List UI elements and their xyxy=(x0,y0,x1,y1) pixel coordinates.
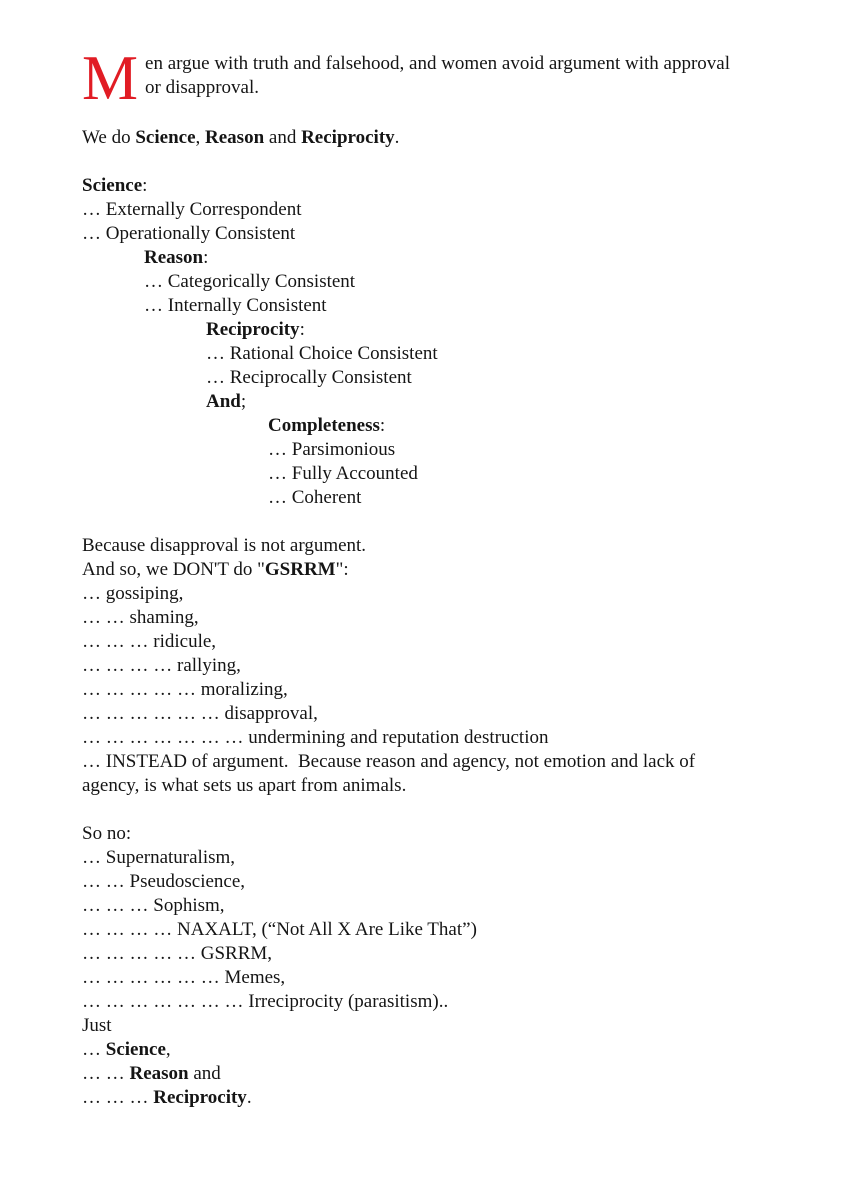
text-block xyxy=(268,486,802,510)
text-block xyxy=(82,630,802,654)
text-block xyxy=(82,43,802,113)
emphasis-text: Reciprocity xyxy=(206,319,300,340)
body-text: … … … Sophism, xyxy=(82,895,225,916)
text-block xyxy=(82,222,802,246)
body-text: : xyxy=(203,247,209,268)
body-text: … … … … … … Memes, xyxy=(82,967,286,988)
document-body xyxy=(82,43,802,1110)
blank-line xyxy=(82,510,802,534)
emphasis-text: Completeness xyxy=(268,415,380,436)
text-block xyxy=(82,870,802,894)
text-block xyxy=(144,246,802,270)
body-text: ; xyxy=(240,391,247,412)
body-text: … Supernaturalism, xyxy=(82,847,236,868)
text-block xyxy=(82,942,802,966)
body-text: … Internally Consistent xyxy=(144,295,327,316)
text-block xyxy=(82,702,802,726)
body-text: … … … ridicule, xyxy=(82,631,217,652)
text-block xyxy=(206,366,802,390)
body-text: … Fully Accounted xyxy=(268,463,418,484)
text-block xyxy=(82,1014,802,1038)
body-text: … Externally Correspondent xyxy=(82,199,302,220)
body-text: … … … … … … … undermining and reputation destruction xyxy=(82,727,549,748)
body-text: . xyxy=(246,1087,252,1108)
body-text: … … … … … GSRRM, xyxy=(82,943,273,964)
text-block xyxy=(82,1038,802,1062)
text-block xyxy=(206,342,802,366)
body-text: … Rational Choice Consistent xyxy=(206,343,438,364)
body-text: … … Pseudoscience, xyxy=(82,871,246,892)
body-text: … … … xyxy=(82,1087,154,1108)
text-block xyxy=(82,1062,802,1086)
text-block xyxy=(268,462,802,486)
blank-line xyxy=(82,798,802,822)
text-block xyxy=(206,318,802,342)
emphasis-text: Science xyxy=(82,175,143,196)
text-block xyxy=(82,846,802,870)
body-text: … gossiping, xyxy=(82,583,184,604)
text-block xyxy=(82,918,802,942)
body-text: : xyxy=(142,175,148,196)
body-text: en argue with truth and falsehood, and women avoid argument with approval xyxy=(145,53,731,74)
emphasis-text: Reason xyxy=(129,1063,189,1084)
text-block xyxy=(82,822,802,846)
body-text: … … … … … … disapproval, xyxy=(82,703,318,724)
text-block xyxy=(82,582,802,606)
text-block xyxy=(82,198,802,222)
body-text: … Coherent xyxy=(268,487,362,508)
text-block xyxy=(268,438,802,462)
text-block xyxy=(82,1086,802,1110)
body-text: : xyxy=(299,319,305,340)
body-text: … … … … rallying, xyxy=(82,655,241,676)
body-text: Because disapproval is not argument. xyxy=(82,535,367,556)
emphasis-text: Science xyxy=(135,127,196,148)
body-text: agency, is what sets us apart from animals. xyxy=(82,775,407,796)
body-text: … Parsimonious xyxy=(268,439,396,460)
emphasis-text: Reason xyxy=(205,127,265,148)
text-block xyxy=(82,678,802,702)
body-text: or disapproval. xyxy=(145,77,260,98)
body-text: ": xyxy=(335,559,349,580)
text-block xyxy=(82,990,802,1014)
text-block xyxy=(82,750,802,798)
body-text: Just xyxy=(82,1015,112,1036)
body-text: , xyxy=(195,127,206,148)
dropcap-letter: M xyxy=(82,43,139,113)
text-block xyxy=(144,294,802,318)
text-block xyxy=(82,966,802,990)
body-text: … Operationally Consistent xyxy=(82,223,296,244)
text-block xyxy=(82,534,802,558)
body-text: … … xyxy=(82,1063,130,1084)
body-text: … … … … NAXALT, (“Not All X Are Like That”) xyxy=(82,919,477,940)
blank-line xyxy=(82,150,802,174)
text-block xyxy=(82,126,802,150)
body-text: So no: xyxy=(82,823,132,844)
body-text: … … … … … moralizing, xyxy=(82,679,288,700)
text-block xyxy=(82,894,802,918)
body-text: and xyxy=(188,1063,221,1084)
text-block xyxy=(206,390,802,414)
emphasis-text: Reason xyxy=(144,247,204,268)
emphasis-text: And xyxy=(206,391,241,412)
blank-line xyxy=(82,102,802,126)
emphasis-text: GSRRM xyxy=(264,559,336,580)
body-text: : xyxy=(379,415,386,436)
text-block xyxy=(144,270,802,294)
text-block xyxy=(82,606,802,630)
body-text: … Reciprocally Consistent xyxy=(206,367,412,388)
body-text: … INSTEAD of argument. Because reason and agency, not emotion and lack of xyxy=(82,751,696,772)
text-block xyxy=(268,414,802,438)
body-text: … … … … … … … Irreciprocity (parasitism).. xyxy=(82,991,449,1012)
text-block xyxy=(82,558,802,582)
emphasis-text: Reciprocity xyxy=(301,127,395,148)
text-block xyxy=(82,174,802,198)
body-text: … … shaming, xyxy=(82,607,199,628)
text-block xyxy=(82,726,802,750)
body-text: . xyxy=(394,127,400,148)
emphasis-text: Science xyxy=(105,1039,166,1060)
emphasis-text: Reciprocity xyxy=(153,1087,247,1108)
body-text: And so, we DON'T do " xyxy=(82,559,265,580)
body-text: We do xyxy=(82,127,136,148)
body-text: … Categorically Consistent xyxy=(144,271,356,292)
text-block xyxy=(82,654,802,678)
body-text: … xyxy=(82,1039,106,1060)
body-text: and xyxy=(264,127,302,148)
body-text: , xyxy=(165,1039,171,1060)
